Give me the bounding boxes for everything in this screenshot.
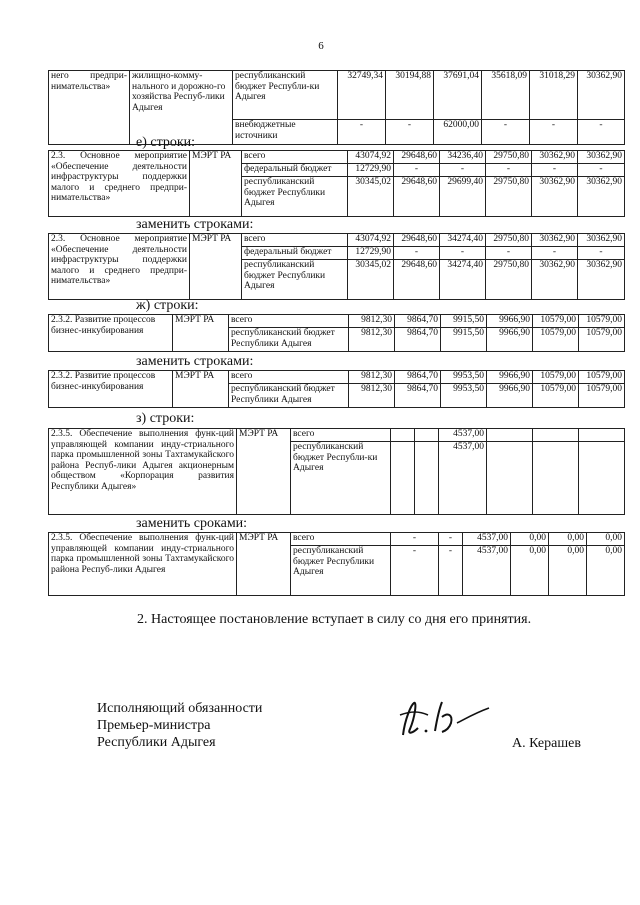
value-cell: 9812,30	[349, 371, 395, 384]
value-cell: 9953,50	[441, 371, 487, 384]
value-cell: -	[391, 533, 439, 546]
heading-z: з) строки:	[136, 411, 195, 426]
value-cell	[391, 429, 415, 442]
value-cell	[415, 442, 439, 515]
value-cell: -	[338, 120, 386, 145]
value-cell: 9812,30	[349, 315, 395, 328]
value-cell: 9864,70	[395, 315, 441, 328]
value-cell: 31018,29	[530, 71, 578, 120]
value-cell: -	[386, 120, 434, 145]
value-cell: 30362,90	[532, 260, 578, 300]
signatory-line-1: Исполняющий обязанности	[97, 701, 263, 716]
value-cell: 9953,50	[441, 384, 487, 408]
value-cell: 30362,90	[578, 151, 625, 164]
value-cell: 43074,92	[348, 151, 394, 164]
value-cell: 34236,40	[440, 151, 486, 164]
value-cell: 0,00	[511, 546, 549, 596]
signatory-line-3: Республики Адыгея	[97, 735, 216, 750]
measure-name: 2.3.2. Развитие процессов бизнес-инкубирования	[49, 371, 173, 408]
value-cell: -	[532, 247, 578, 260]
value-cell: -	[394, 164, 440, 177]
value-cell: 4537,00	[439, 429, 487, 442]
value-cell: 10579,00	[579, 328, 625, 352]
value-cell: 0,00	[587, 533, 625, 546]
source-label: республиканский бюджет Республи-ки Адыгея	[233, 71, 338, 120]
source-label: федеральный бюджет	[242, 164, 348, 177]
value-cell: 30362,90	[532, 234, 578, 247]
value-cell: -	[532, 164, 578, 177]
value-cell: 29648,60	[394, 234, 440, 247]
source-label: всего	[229, 315, 349, 328]
value-cell: 10579,00	[533, 328, 579, 352]
value-cell: -	[440, 164, 486, 177]
value-cell: 10579,00	[533, 371, 579, 384]
value-cell: 9812,30	[349, 328, 395, 352]
measure-name: 2.3. Основное мероприятие «Обеспечение деятельности инфраструктуры поддержки малого и среднего предпри-нимательства»	[49, 234, 190, 300]
value-cell	[579, 442, 625, 515]
table-block-z-new	[48, 532, 625, 596]
source-label: всего	[242, 234, 348, 247]
value-cell: 29648,60	[394, 151, 440, 164]
source-label: внебюджетные источники	[233, 120, 338, 145]
value-cell: -	[486, 247, 532, 260]
value-cell: -	[578, 120, 625, 145]
source-label: федеральный бюджет	[242, 247, 348, 260]
value-cell: 35618,09	[482, 71, 530, 120]
value-cell: -	[439, 533, 463, 546]
measure-name: 2.3. Основное мероприятие «Обеспечение деятельности инфраструктуры поддержки малого и среднего предпри-нимательства»	[49, 151, 190, 217]
table-block-zh-new	[48, 370, 625, 408]
value-cell: -	[440, 247, 486, 260]
value-cell: -	[439, 546, 463, 596]
source-label: республиканский бюджет Республики Адыгея	[291, 546, 391, 596]
value-cell	[579, 429, 625, 442]
source-label: всего	[291, 533, 391, 546]
value-cell: 29648,60	[394, 177, 440, 217]
value-cell: 30345,02	[348, 260, 394, 300]
value-cell: 0,00	[587, 546, 625, 596]
value-cell: 9915,50	[441, 328, 487, 352]
value-cell: 37691,04	[434, 71, 482, 120]
value-cell: -	[486, 164, 532, 177]
value-cell: 10579,00	[579, 384, 625, 408]
value-cell: 43074,92	[348, 234, 394, 247]
closing-paragraph: 2. Настоящее постановление вступает в силу со дня его принятия.	[137, 612, 532, 627]
value-cell: 9864,70	[395, 384, 441, 408]
value-cell	[487, 442, 533, 515]
responsible-org: МЭРТ РА	[190, 234, 242, 300]
value-cell	[533, 429, 579, 442]
responsible-org: МЭРТ РА	[173, 371, 229, 408]
value-cell: 30362,90	[532, 151, 578, 164]
signatory-name: А. Керашев	[512, 736, 581, 751]
value-cell: -	[482, 120, 530, 145]
table-block-e-new	[48, 233, 625, 300]
value-cell: 10579,00	[533, 384, 579, 408]
responsible-org: МЭРТ РА	[237, 533, 291, 596]
value-cell	[533, 442, 579, 515]
value-cell: 29750,80	[486, 234, 532, 247]
signatory-line-2: Премьер-министра	[97, 718, 211, 733]
value-cell: 29750,80	[486, 260, 532, 300]
page-number: 6	[318, 40, 324, 52]
value-cell: -	[394, 247, 440, 260]
value-cell: 29750,80	[486, 151, 532, 164]
source-label: республиканский бюджет Республики Адыгея	[242, 260, 348, 300]
value-cell: 34274,40	[440, 260, 486, 300]
value-cell: 29699,40	[440, 177, 486, 217]
source-label: республиканский бюджет Республики Адыгея	[242, 177, 348, 217]
value-cell: 4537,00	[463, 546, 511, 596]
value-cell: 4537,00	[439, 442, 487, 515]
measure-name: 2.3.5. Обеспечение выполнения функ-ций управляющей компании инду-стриального парка промышленной зоны Тахтамукайского района Респуб-лики Адыгея	[49, 533, 237, 596]
value-cell: 9812,30	[349, 384, 395, 408]
value-cell: 9864,70	[395, 328, 441, 352]
value-cell: 10579,00	[579, 371, 625, 384]
value-cell: 0,00	[549, 546, 587, 596]
responsible-org: МЭРТ РА	[237, 429, 291, 515]
value-cell: 12729,90	[348, 247, 394, 260]
heading-zh: ж) строки:	[136, 298, 199, 313]
value-cell: 30345,02	[348, 177, 394, 217]
table-continuation	[48, 70, 625, 145]
value-cell: -	[578, 247, 625, 260]
value-cell: 30362,90	[532, 177, 578, 217]
measure-name: него предпри-нимательства»	[49, 71, 130, 145]
table-block-e	[48, 150, 625, 217]
measure-name: 2.3.2. Развитие процессов бизнес-инкубирования	[49, 315, 173, 352]
heading-replace-3: заменить сроками:	[136, 516, 248, 531]
value-cell	[415, 429, 439, 442]
value-cell: 30362,90	[578, 71, 625, 120]
value-cell: 12729,90	[348, 164, 394, 177]
measure-name: 2.3.5. Обеспечение выполнения функ-ций управляющей компании инду-стриального парка промышленной зоны Тахтамукайского района Респуб-лики Адыгея акционерным обществом «Корпорация развития Республики Адыгея»	[49, 429, 237, 515]
handwritten-signature	[395, 695, 495, 745]
source-label: республиканский бюджет Республики Адыгея	[229, 328, 349, 352]
value-cell	[391, 442, 415, 515]
source-label: всего	[291, 429, 391, 442]
table-block-z	[48, 428, 625, 515]
responsible-org: МЭРТ РА	[190, 151, 242, 217]
responsible-org: жилищно-комму-нального и дорожно-го хозяйства Респуб-лики Адыгея	[130, 71, 233, 145]
responsible-org: МЭРТ РА	[173, 315, 229, 352]
value-cell: 10579,00	[579, 315, 625, 328]
value-cell: 34274,40	[440, 234, 486, 247]
value-cell: -	[391, 546, 439, 596]
value-cell: 9966,90	[487, 371, 533, 384]
value-cell	[487, 429, 533, 442]
source-label: всего	[242, 151, 348, 164]
value-cell: 9864,70	[395, 371, 441, 384]
source-label: всего	[229, 371, 349, 384]
heading-replace-2: заменить строками:	[136, 354, 254, 369]
value-cell: 9966,90	[487, 315, 533, 328]
value-cell: 29750,80	[486, 177, 532, 217]
value-cell: 29648,60	[394, 260, 440, 300]
heading-replace-1: заменить строками:	[136, 217, 254, 232]
source-label: республиканский бюджет Республи-ки Адыгея	[291, 442, 391, 515]
table-block-zh	[48, 314, 625, 352]
value-cell: -	[578, 164, 625, 177]
value-cell: 32749,34	[338, 71, 386, 120]
value-cell: 9966,90	[487, 328, 533, 352]
value-cell: 0,00	[549, 533, 587, 546]
value-cell: 10579,00	[533, 315, 579, 328]
value-cell: -	[530, 120, 578, 145]
value-cell: 30362,90	[578, 177, 625, 217]
value-cell: 4537,00	[463, 533, 511, 546]
value-cell: 9966,90	[487, 384, 533, 408]
source-label: республиканский бюджет Республики Адыгея	[229, 384, 349, 408]
value-cell: 62000,00	[434, 120, 482, 145]
value-cell: 30194,88	[386, 71, 434, 120]
value-cell: 30362,90	[578, 260, 625, 300]
value-cell: 9915,50	[441, 315, 487, 328]
heading-e: е) строки:	[136, 135, 196, 150]
value-cell: 30362,90	[578, 234, 625, 247]
value-cell: 0,00	[511, 533, 549, 546]
signatory-title	[97, 700, 262, 751]
